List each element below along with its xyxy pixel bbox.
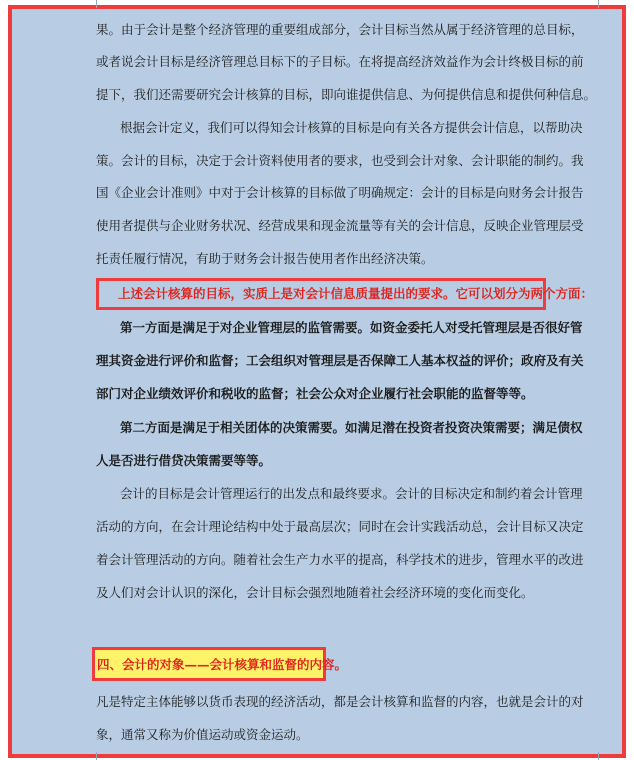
paragraph-line: 第一方面是满足于对企业管理层的监管需要。如资金委托人对受托管理层是否很好管	[120, 320, 583, 335]
paragraph-line: 人是否进行借贷决策需要等等。	[96, 453, 272, 468]
paragraph-line: 策。会计的目标，决定于会计资料使用者的要求，也受到会计对象、会计职能的制约。我	[96, 153, 584, 168]
section-heading: 四、会计的对象——会计核算和监督的内容。	[97, 657, 348, 672]
paragraph-line: 第二方面是满足于相关团体的决策需要。如满足潜在投资者投资决策需要；满足债权	[120, 420, 583, 435]
margin-mark	[598, 752, 599, 760]
paragraph-line: 使用者提供与企业财务状况、经营成果和现金流量等有关的会计信息，反映企业管理层受	[96, 218, 584, 233]
paragraph-line: 国《企业会计准则》中对于会计核算的目标做了明确规定：会计的目标是向财务会计报告	[96, 185, 584, 200]
paragraph-line: 果。由于会计是整个经济管理的重要组成部分，会计目标当然从属于经济管理的总目标，	[96, 22, 584, 37]
paragraph-line: 部门对企业绩效评价和税收的监督；社会公众对企业履行社会职能的监督等等。	[96, 386, 534, 401]
paragraph-line: 着会计管理活动的方向。随着社会生产力水平的提高，科学技术的进步，管理水平的改进	[96, 552, 584, 567]
paragraph-line: 根据会计定义，我们可以得知会计核算的目标是向有关各方提供会计信息，以帮助决	[120, 120, 583, 135]
paragraph-line: 托责任履行情况，有助于财务会计报告使用者作出经济决策。	[96, 251, 434, 266]
margin-mark	[598, 0, 599, 8]
paragraph-line: 活动的方向，在会计理论结构中处于最高层次；同时在会计实践活动总，会计目标又决定	[96, 519, 584, 534]
document-highlight-frame	[8, 5, 626, 758]
paragraph-line: 或者说会计目标是经济管理总目标下的子目标。在将提高经济效益作为会计终极目标的前	[96, 54, 584, 69]
margin-mark	[96, 752, 97, 760]
margin-mark	[96, 0, 97, 8]
paragraph-line: 象，通常又称为价值运动或资金运动。	[96, 727, 309, 742]
paragraph-line: 会计的目标是会计管理运行的出发点和最终要求。会计的目标决定和制约着会计管理	[120, 486, 583, 501]
paragraph-line: 凡是特定主体能够以货币表现的经济活动，都是会计核算和监督的内容，也就是会计的对	[96, 694, 584, 709]
paragraph-line: 理其资金进行评价和监督；工会组织对管理层是否保障工人基本权益的评价；政府及有关	[96, 353, 584, 368]
paragraph-line: 及人们对会计认识的深化，会计目标会强烈地随着社会经济环境的变化而变化。	[96, 585, 534, 600]
highlighted-sentence: 上述会计核算的目标，实质上是对会计信息质量提出的要求。它可以划分为两个方面：	[118, 286, 594, 301]
paragraph-line: 提下，我们还需要研究会计核算的目标，即向谁提供信息、为何提供信息和提供何种信息。	[96, 87, 597, 102]
